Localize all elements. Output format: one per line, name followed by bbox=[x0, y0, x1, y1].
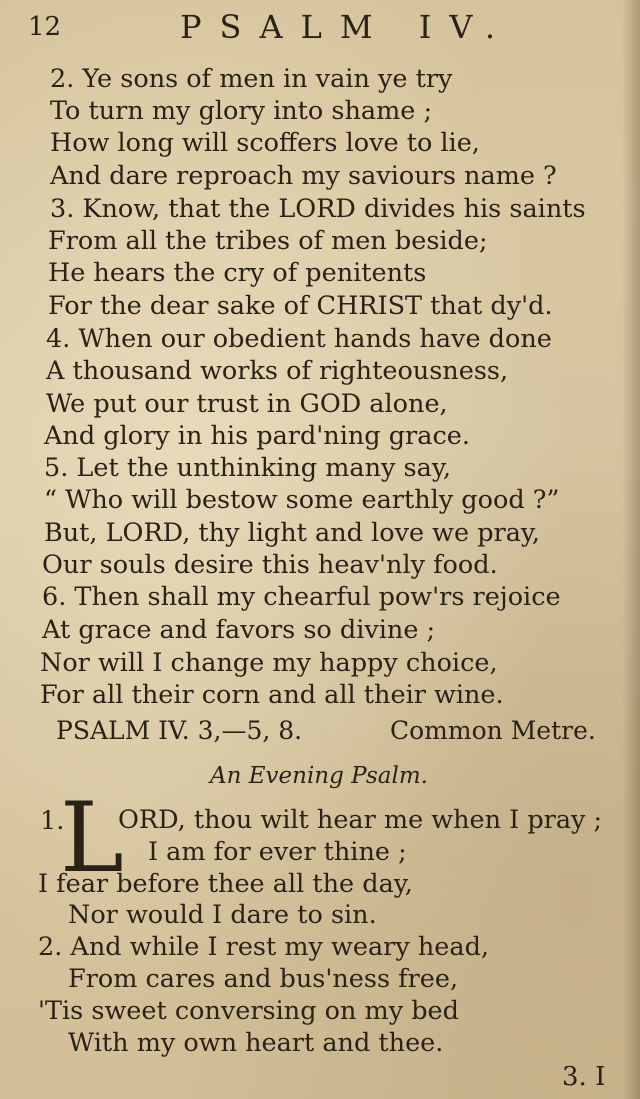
page-number: 12 bbox=[28, 12, 62, 42]
verse-line: And dare reproach my saviours name ? bbox=[50, 161, 557, 191]
running-head bbox=[0, 8, 640, 48]
verse-line: 3. Know, that the LORD divides his saints bbox=[50, 194, 586, 224]
verse-line: 4. When our obedient hands have done bbox=[46, 324, 552, 354]
verse-line: For the dear sake of CHRIST that dy'd. bbox=[48, 291, 553, 321]
verse-line: With my own heart and thee. bbox=[68, 1028, 444, 1058]
verse-line: ORD, thou wilt hear me when I pray ; bbox=[118, 805, 603, 835]
verse-line: From cares and bus'ness free, bbox=[68, 964, 459, 994]
verse-line: At grace and favors so divine ; bbox=[42, 615, 436, 645]
verse-line: 2. And while I rest my weary head, bbox=[38, 932, 490, 962]
verse-line: But, LORD, thy light and love we pray, bbox=[44, 518, 541, 548]
verse-line: To turn my glory into shame ; bbox=[50, 96, 433, 126]
running-title: PSALM IV. bbox=[180, 8, 514, 46]
verse-line: I am for ever thine ; bbox=[148, 837, 407, 867]
verse-line: From all the tribes of men beside; bbox=[48, 226, 488, 256]
verse-line: For all their corn and all their wine. bbox=[40, 680, 504, 710]
verse-line: “ Who will bestow some earthly good ?” bbox=[44, 485, 560, 515]
catchword: 3. I bbox=[562, 1062, 606, 1092]
verse-number: 1. bbox=[40, 806, 65, 836]
drop-cap-letter: L bbox=[60, 782, 124, 894]
verse-line: We put our trust in GOD alone, bbox=[46, 389, 448, 419]
verse-line: Nor would I dare to sin. bbox=[68, 900, 377, 930]
verse-line: Our souls desire this heav'nly food. bbox=[42, 550, 498, 580]
verse-line: Nor will I change my happy choice, bbox=[40, 648, 498, 678]
verse-line: How long will scoffers love to lie, bbox=[50, 128, 480, 158]
verse-line: And glory in his pard'ning grace. bbox=[44, 421, 470, 451]
verse-line: I fear before thee all the day, bbox=[38, 869, 413, 899]
psalm-heading-metre: Common Metre. bbox=[390, 716, 596, 745]
verse-line: A thousand works of righteousness, bbox=[46, 356, 509, 386]
psalm-subtitle: An Evening Psalm. bbox=[210, 763, 428, 789]
verse-line: 2. Ye sons of men in vain ye try bbox=[50, 64, 453, 94]
verse-line: He hears the cry of penitents bbox=[48, 258, 427, 288]
verse-line: 5. Let the unthinking many say, bbox=[44, 453, 451, 483]
verse-line: 'Tis sweet conversing on my bed bbox=[38, 996, 459, 1026]
psalm-heading-reference: PSALM IV. 3,—5, 8. bbox=[56, 716, 303, 745]
verse-line: 6. Then shall my chearful pow'rs rejoice bbox=[42, 582, 561, 612]
